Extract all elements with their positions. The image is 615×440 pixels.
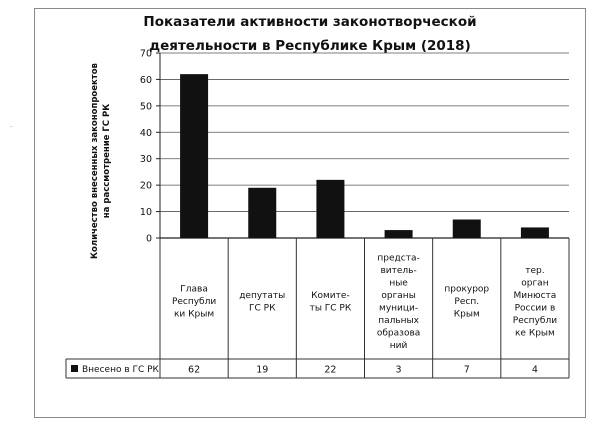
category-label: России в <box>514 303 556 314</box>
category-label: ки Крым <box>174 309 215 320</box>
category-label: ний <box>389 340 408 351</box>
y-tick-label: 30 <box>139 154 152 166</box>
category-label: Минюста <box>513 290 557 301</box>
category-label: пальных <box>378 315 419 326</box>
category-label: Республи <box>512 315 558 326</box>
category-label: тер. <box>525 265 545 276</box>
bar <box>453 220 481 239</box>
data-table-value: 62 <box>188 364 201 376</box>
chart-title-line: деятельности в Республике Крым (2018) <box>149 38 471 54</box>
y-tick-label: 70 <box>139 48 152 60</box>
y-tick-label: 0 <box>145 233 152 245</box>
legend-key <box>71 365 78 372</box>
category-label: образова <box>376 328 421 339</box>
category-label: Комите- <box>311 290 350 301</box>
y-tick-label: 40 <box>139 127 152 139</box>
data-table-value: 19 <box>256 364 269 376</box>
category-label: Глава <box>180 284 208 295</box>
data-table-value: 4 <box>531 364 538 376</box>
category-label: предста- <box>377 253 420 264</box>
category-label: Республи <box>171 297 217 307</box>
bar <box>385 230 413 238</box>
bar <box>316 180 344 238</box>
category-label: ке Крым <box>514 328 555 339</box>
category-label: ты ГС РК <box>309 303 352 314</box>
y-tick-label: 20 <box>139 180 152 192</box>
bar <box>180 74 208 238</box>
category-label: орган <box>521 278 549 289</box>
category-label: витель- <box>380 265 417 276</box>
category-label: прокурор <box>444 284 490 295</box>
data-table-value: 7 <box>463 364 470 376</box>
category-label: депутаты <box>239 290 286 301</box>
data-table-value: 22 <box>324 364 337 376</box>
y-axis-label-line: на рассмотрение ГС РК <box>102 103 112 219</box>
chart-frame <box>34 8 586 418</box>
category-label: ные <box>389 278 408 289</box>
category-label: органы <box>381 290 416 301</box>
category-label: Респ. <box>454 297 480 307</box>
legend-label: Внесено в ГС РК <box>82 365 159 375</box>
y-axis-label-line: Количество внесенных законопроектов <box>90 63 100 259</box>
y-tick-label: 60 <box>139 74 152 86</box>
chart-title-line: Показатели активности законотворческой <box>143 14 477 30</box>
category-label: муници- <box>379 303 419 314</box>
stray-mark: - <box>10 123 13 130</box>
y-tick-label: 10 <box>139 207 152 219</box>
y-tick-label: 50 <box>139 101 152 113</box>
category-label: Крым <box>453 309 480 320</box>
data-table-value: 3 <box>395 364 402 376</box>
bar <box>521 227 549 238</box>
bar <box>248 188 276 238</box>
bar-chart <box>35 9 585 417</box>
category-label: ГС РК <box>249 303 276 314</box>
